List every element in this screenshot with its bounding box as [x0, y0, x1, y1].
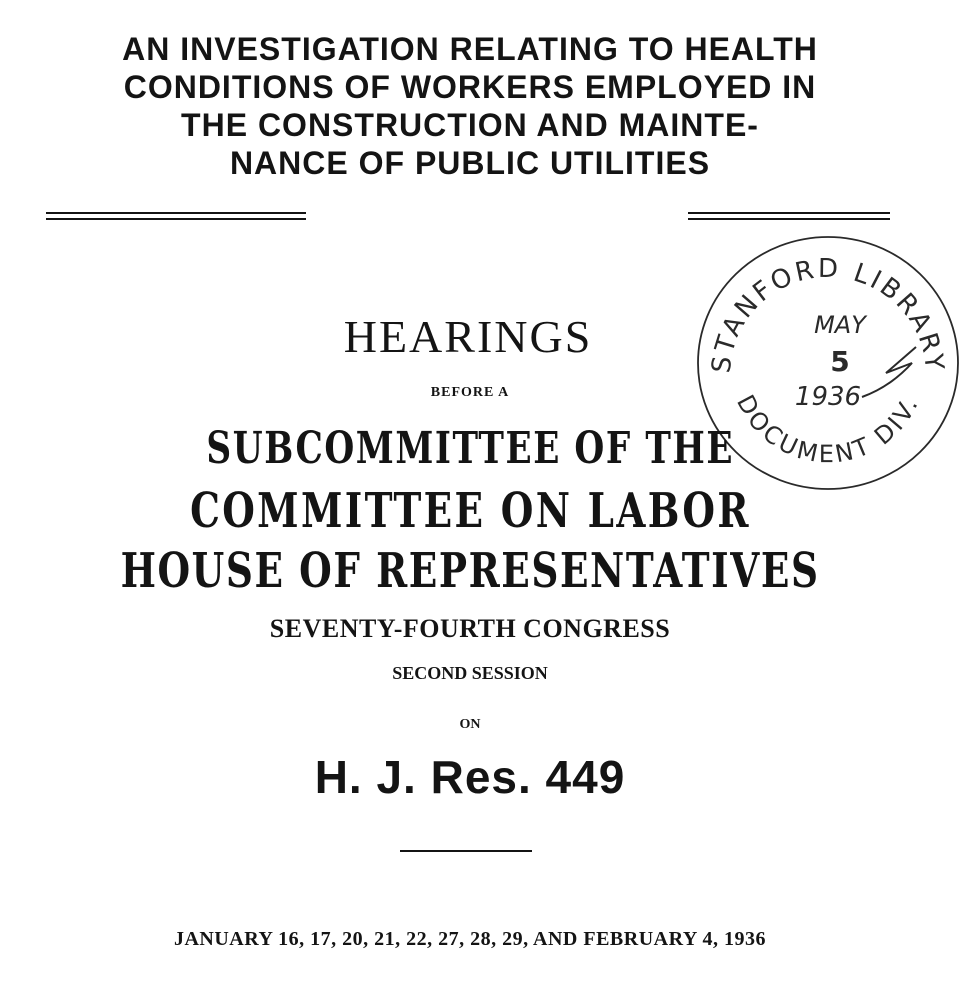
house-text: HOUSE OF REPRESENTATIVES — [120, 543, 820, 599]
stamp-year: 1936 — [794, 382, 862, 412]
stamp-month: MAY — [814, 311, 866, 339]
before-a-label: BEFORE A — [430, 385, 510, 400]
subcommittee-text: SUBCOMMITTEE OF THE — [206, 423, 734, 474]
resolution-number: H. J. Res. 449 — [314, 751, 626, 803]
document-title — [0, 30, 940, 182]
short-divider — [400, 850, 532, 852]
hearing-dates: JANUARY 16, 17, 20, 21, 22, 27, 28, 29, AND FEBRUARY 4, 1936 — [173, 928, 767, 950]
title-line-3: THE CONSTRUCTION AND MAINTE- — [181, 107, 759, 143]
stamp-bottom-arc: DOCUMENT DIV. — [731, 390, 925, 469]
house-line — [0, 543, 940, 599]
on-label: ON — [459, 717, 481, 732]
double-rule-left — [46, 212, 306, 220]
committee-text: COMMITTEE ON LABOR — [189, 483, 751, 539]
stamp-day: 5 — [830, 345, 850, 378]
hearings-heading: HEARINGS — [343, 311, 593, 362]
committee-line — [0, 483, 940, 539]
session-label: SECOND SESSION — [392, 663, 548, 683]
title-line-1: AN INVESTIGATION RELATING TO HEALTH — [122, 31, 818, 67]
congress-label: SEVENTY-FOURTH CONGRESS — [269, 614, 671, 643]
stamp-top-arc: STANFORD LIBRARY — [706, 253, 950, 375]
title-line-2: CONDITIONS OF WORKERS EMPLOYED IN — [123, 69, 817, 105]
subcommittee-line — [0, 423, 940, 474]
double-rule-right — [688, 212, 890, 220]
title-line-4: NANCE OF PUBLIC UTILITIES — [229, 145, 711, 181]
